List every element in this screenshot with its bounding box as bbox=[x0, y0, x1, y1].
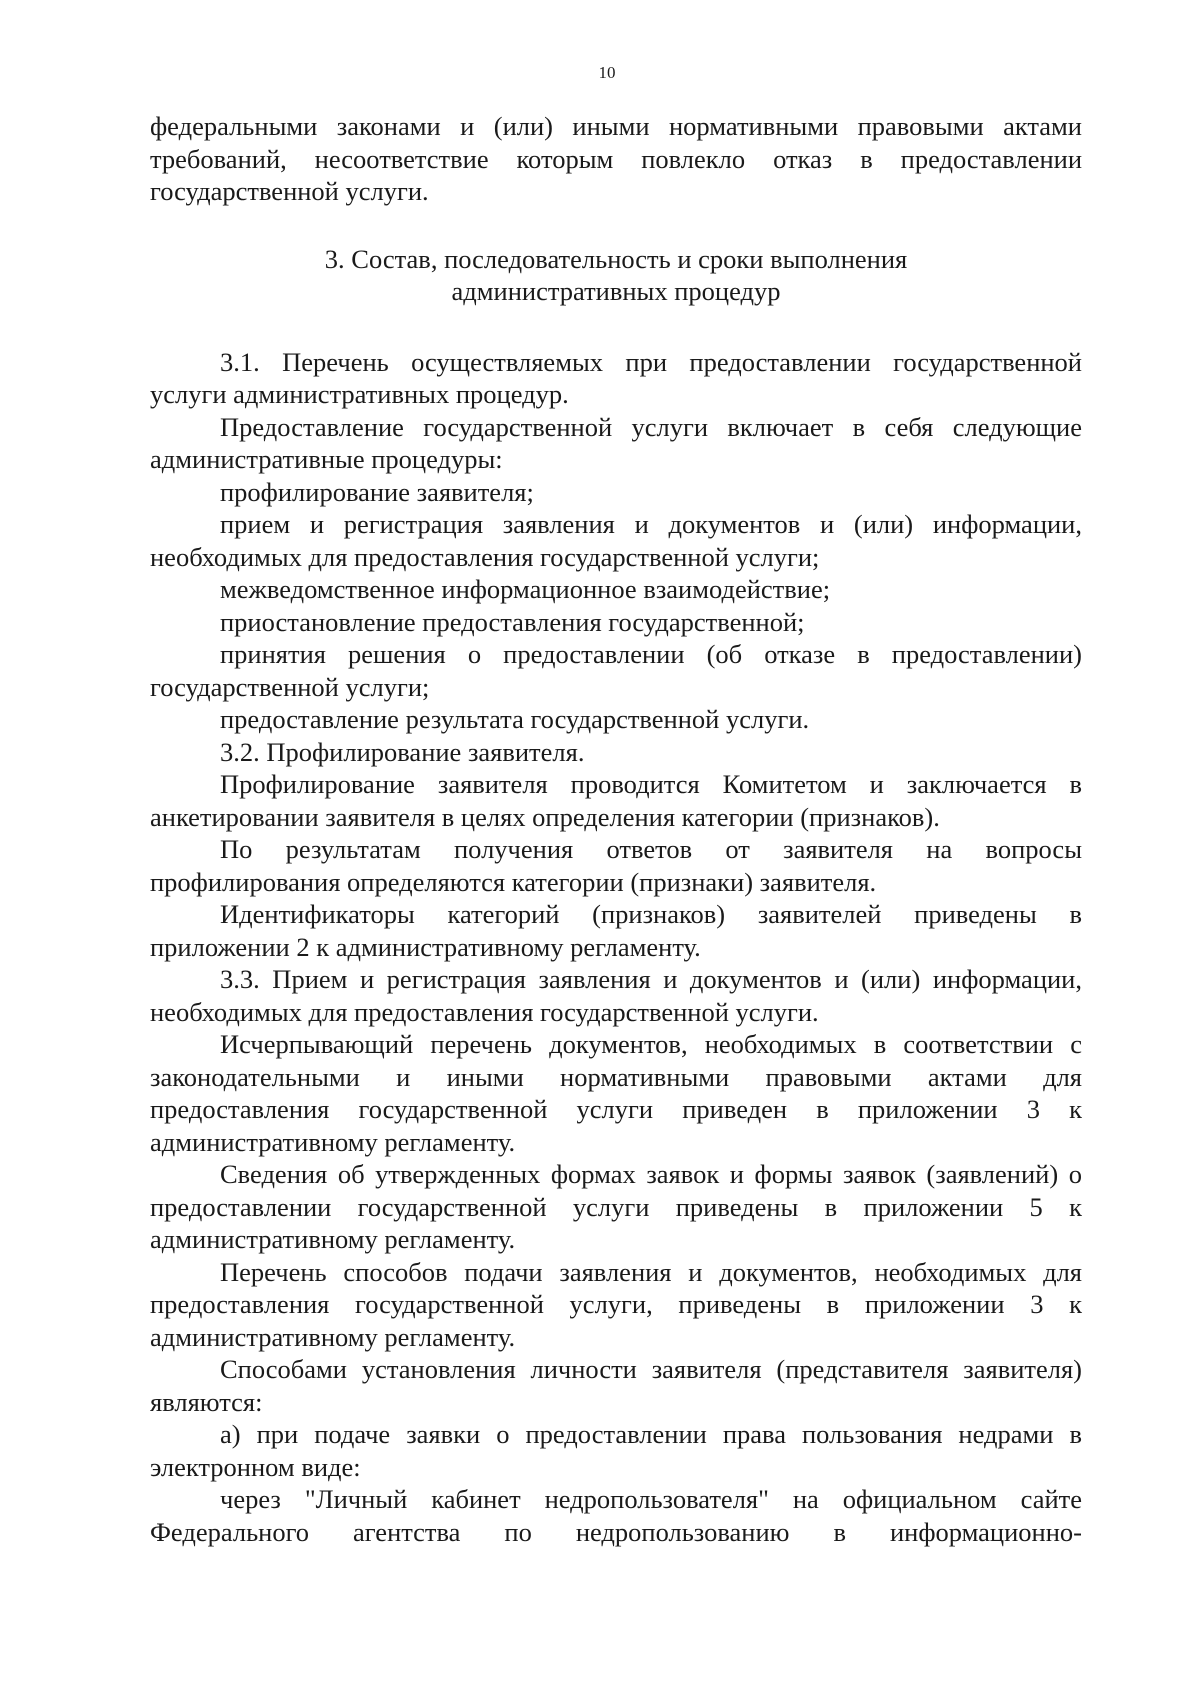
list-item: принятия решения о предоставлении (об отказе в предоставлении) государственной услуги; bbox=[150, 639, 1082, 702]
paragraph: Предоставление государственной услуги включает в себя следующие административные процедуры: bbox=[150, 411, 1082, 474]
paragraph: Перечень способов подачи заявления и документов, необходимых для предоставления государственной услуги, приведены в приложении 3 к административному регламенту. bbox=[150, 1256, 1082, 1352]
paragraph: Профилирование заявителя проводится Комитетом и заключается в анкетировании заявителя в целях определения категории (признаков). bbox=[150, 769, 1082, 832]
paragraph: Идентификаторы категорий (признаков) заявителей приведены в приложении 2 к административному регламенту. bbox=[150, 899, 1082, 962]
document-body bbox=[150, 110, 1082, 1548]
subsection-heading: 3.3. Прием и регистрация заявления и документов и (или) информации, необходимых для предоставления государственной услуги. bbox=[150, 964, 1082, 1027]
paragraph: через "Личный кабинет недропользователя" на официальном сайте Федерального агентства по недропользованию в информационно- bbox=[150, 1484, 1082, 1547]
paragraph: По результатам получения ответов от заявителя на вопросы профилирования определяются категории (признаки) заявителя. bbox=[150, 834, 1082, 897]
list-item: профилирование заявителя; bbox=[220, 476, 534, 507]
section-heading-line-1: 3. Состав, последовательность и сроки выполнения bbox=[324, 243, 908, 274]
section-heading-line-2: административных процедур bbox=[451, 276, 781, 306]
page-number: 10 bbox=[598, 63, 616, 82]
paragraph: 3.1. Перечень осуществляемых при предоставлении государственной услуги административных процедур. bbox=[150, 346, 1082, 409]
list-item: предоставление результата государственной услуги. bbox=[220, 704, 810, 734]
intro-first-line: федеральными законами и (или) иными нормативными правовыми актами bbox=[150, 111, 1082, 141]
paragraph: а) при подаче заявки о предоставлении права пользования недрами в электронном виде: bbox=[150, 1419, 1082, 1482]
list-item: приостановление предоставления государственной; bbox=[220, 606, 805, 637]
paragraph: Сведения об утвержденных формах заявок и формы заявок (заявлений) о предоставлении государственной услуги приведены в приложении 5 к административному регламенту. bbox=[150, 1159, 1082, 1254]
subsection-heading: 3.2. Профилирование заявителя. bbox=[220, 736, 585, 767]
list-item: межведомственное информационное взаимодействие; bbox=[220, 574, 831, 604]
paragraph: Исчерпывающий перечень документов, необходимых в соответствии с законодательными и иными нормативными правовыми актами для предоставления государственной услуги приведен в приложении 3 к административному регламенту. bbox=[150, 1029, 1082, 1157]
intro-paragraph: требований, несоответствие которым повлекло отказ в предоставлении государственной услуги. bbox=[150, 143, 1082, 206]
paragraph: Способами установления личности заявителя (представителя заявителя) являются: bbox=[150, 1354, 1082, 1417]
list-item: прием и регистрация заявления и документов и (или) информации, необходимых для предоставления государственной услуги; bbox=[150, 509, 1082, 572]
section-heading bbox=[150, 243, 1082, 308]
